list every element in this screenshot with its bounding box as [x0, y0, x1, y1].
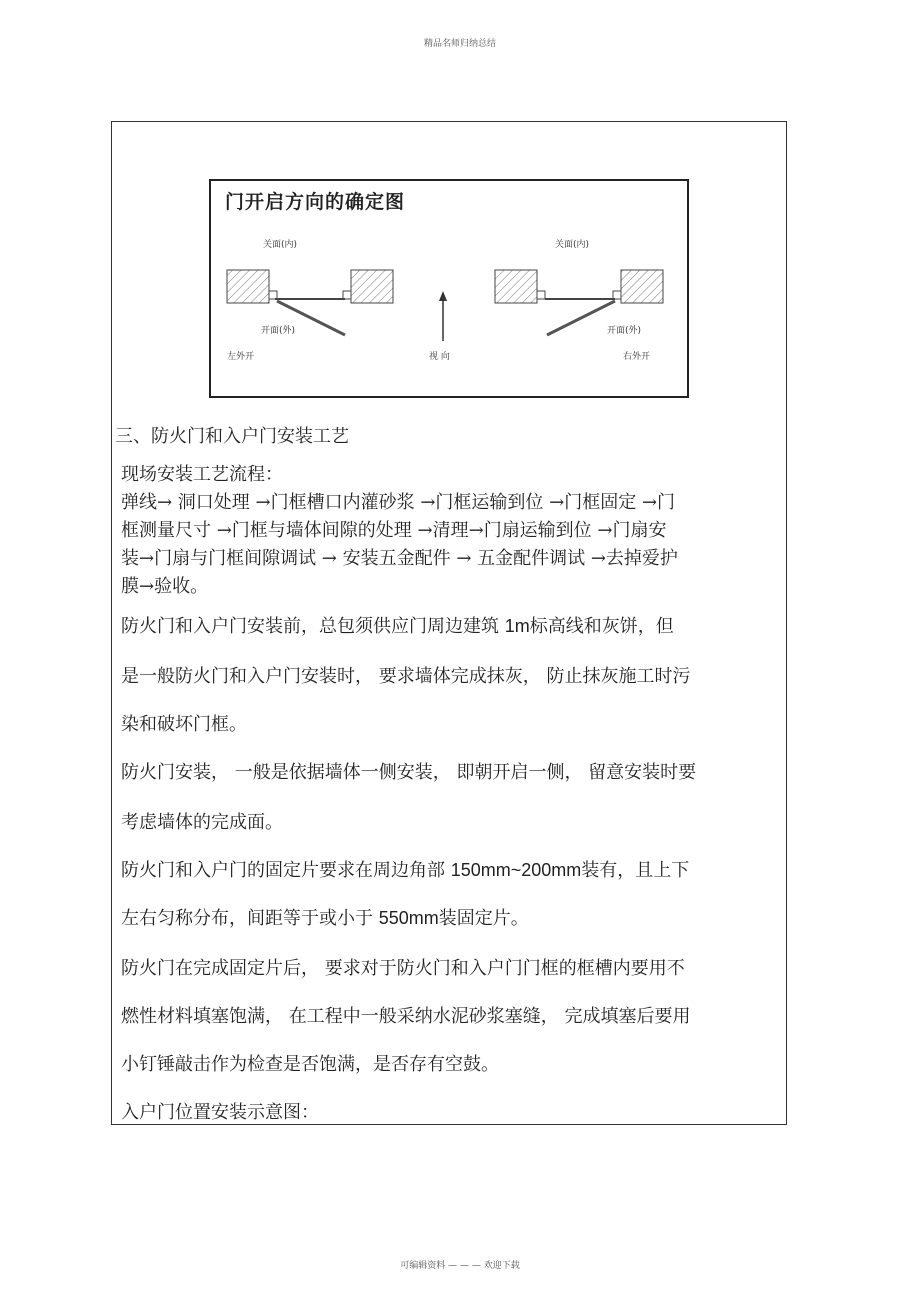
content-table-cell	[111, 121, 787, 1125]
right-frame-right	[613, 291, 621, 299]
page-header: 精品名师归纳总结	[423, 39, 496, 49]
paragraph-line: 染和破坏门框。	[121, 714, 247, 735]
text-run: 装固定片。	[438, 908, 529, 929]
right-frame-left	[537, 291, 545, 299]
right-wall-left	[495, 270, 537, 303]
text-run: 1m	[504, 616, 530, 636]
left-open-side-label: 开面(外)	[261, 326, 296, 336]
right-wall-right	[621, 270, 663, 303]
flow-line: 膜→验收。	[121, 576, 209, 597]
door-direction-figure	[209, 179, 689, 398]
flow-line: 装→门扇与门框间隙调试 → 安装五金配件 → 五金配件调试 →去掉爱护	[121, 548, 678, 569]
text-run: 左右匀称分布，间距等于或小于	[121, 908, 379, 929]
flow-line: 弹线→ 洞口处理 →门框槽口内灌砂浆 →门框运输到位 →门框固定 →门	[121, 492, 676, 513]
paragraph-line	[121, 612, 781, 638]
paragraph-line	[121, 856, 781, 882]
text-run: 550mm	[378, 908, 439, 928]
paragraph-line: 防火门在完成固定片后， 要求对于防火门和入户门门框的框槽内要用不	[121, 958, 685, 979]
text-run: 防火门和入户门安装前，总包须供应门周边建筑	[121, 616, 505, 637]
section-title: 三、防火门和入户门安装工艺	[115, 426, 349, 447]
right-closed-side-label: 关面(内)	[555, 240, 590, 250]
left-wall-left	[227, 270, 269, 303]
right-outward-label: 右外开	[623, 352, 651, 362]
paragraph-line: 防火门安装， 一般是依据墙体一侧安装， 即朝开启一侧， 留意安装时要	[121, 762, 697, 783]
flow-line: 框测量尺寸 →门框与墙体间隙的处理 →清理→门扇运输到位 →门扇安	[121, 520, 667, 541]
paragraph-line: 小钉锤敲击作为检查是否饱满，是否存有空鼓。	[121, 1054, 499, 1075]
paragraph-line: 考虑墙体的完成面。	[121, 812, 283, 833]
text-run: 150mm~200mm	[450, 860, 582, 880]
right-door-swing	[547, 301, 615, 335]
text-run: 装有，且上下	[581, 860, 690, 881]
flow-heading: 现场安装工艺流程：	[121, 464, 283, 485]
page-footer: 可编辑资料 — — — 欢迎下载	[400, 1261, 520, 1271]
view-direction-label: 视 向	[429, 352, 450, 362]
left-outward-label: 左外开	[227, 352, 255, 362]
left-frame-right	[343, 291, 351, 299]
paragraph-line: 入户门位置安装示意图：	[121, 1102, 319, 1123]
right-open-side-label: 开面(外)	[607, 326, 642, 336]
paragraph-line: 燃性材料填塞饱满， 在工程中一般采纳水泥砂浆塞缝， 完成填塞后要用	[121, 1006, 691, 1027]
text-run: 标高线和灰饼，但	[529, 616, 674, 637]
paragraph-line	[121, 904, 781, 930]
left-closed-side-label: 关面(内)	[263, 240, 298, 250]
left-wall-right	[351, 270, 393, 303]
left-frame-left	[269, 291, 277, 299]
text-run: 防火门和入户门的固定片要求在周边角部	[121, 860, 451, 881]
view-arrow-head	[439, 291, 447, 301]
figure-title: 门开启方向的确定图	[225, 191, 406, 213]
paragraph-line: 是一般防火门和入户门安装时， 要求墙体完成抹灰， 防止抹灰施工时污	[121, 666, 691, 687]
